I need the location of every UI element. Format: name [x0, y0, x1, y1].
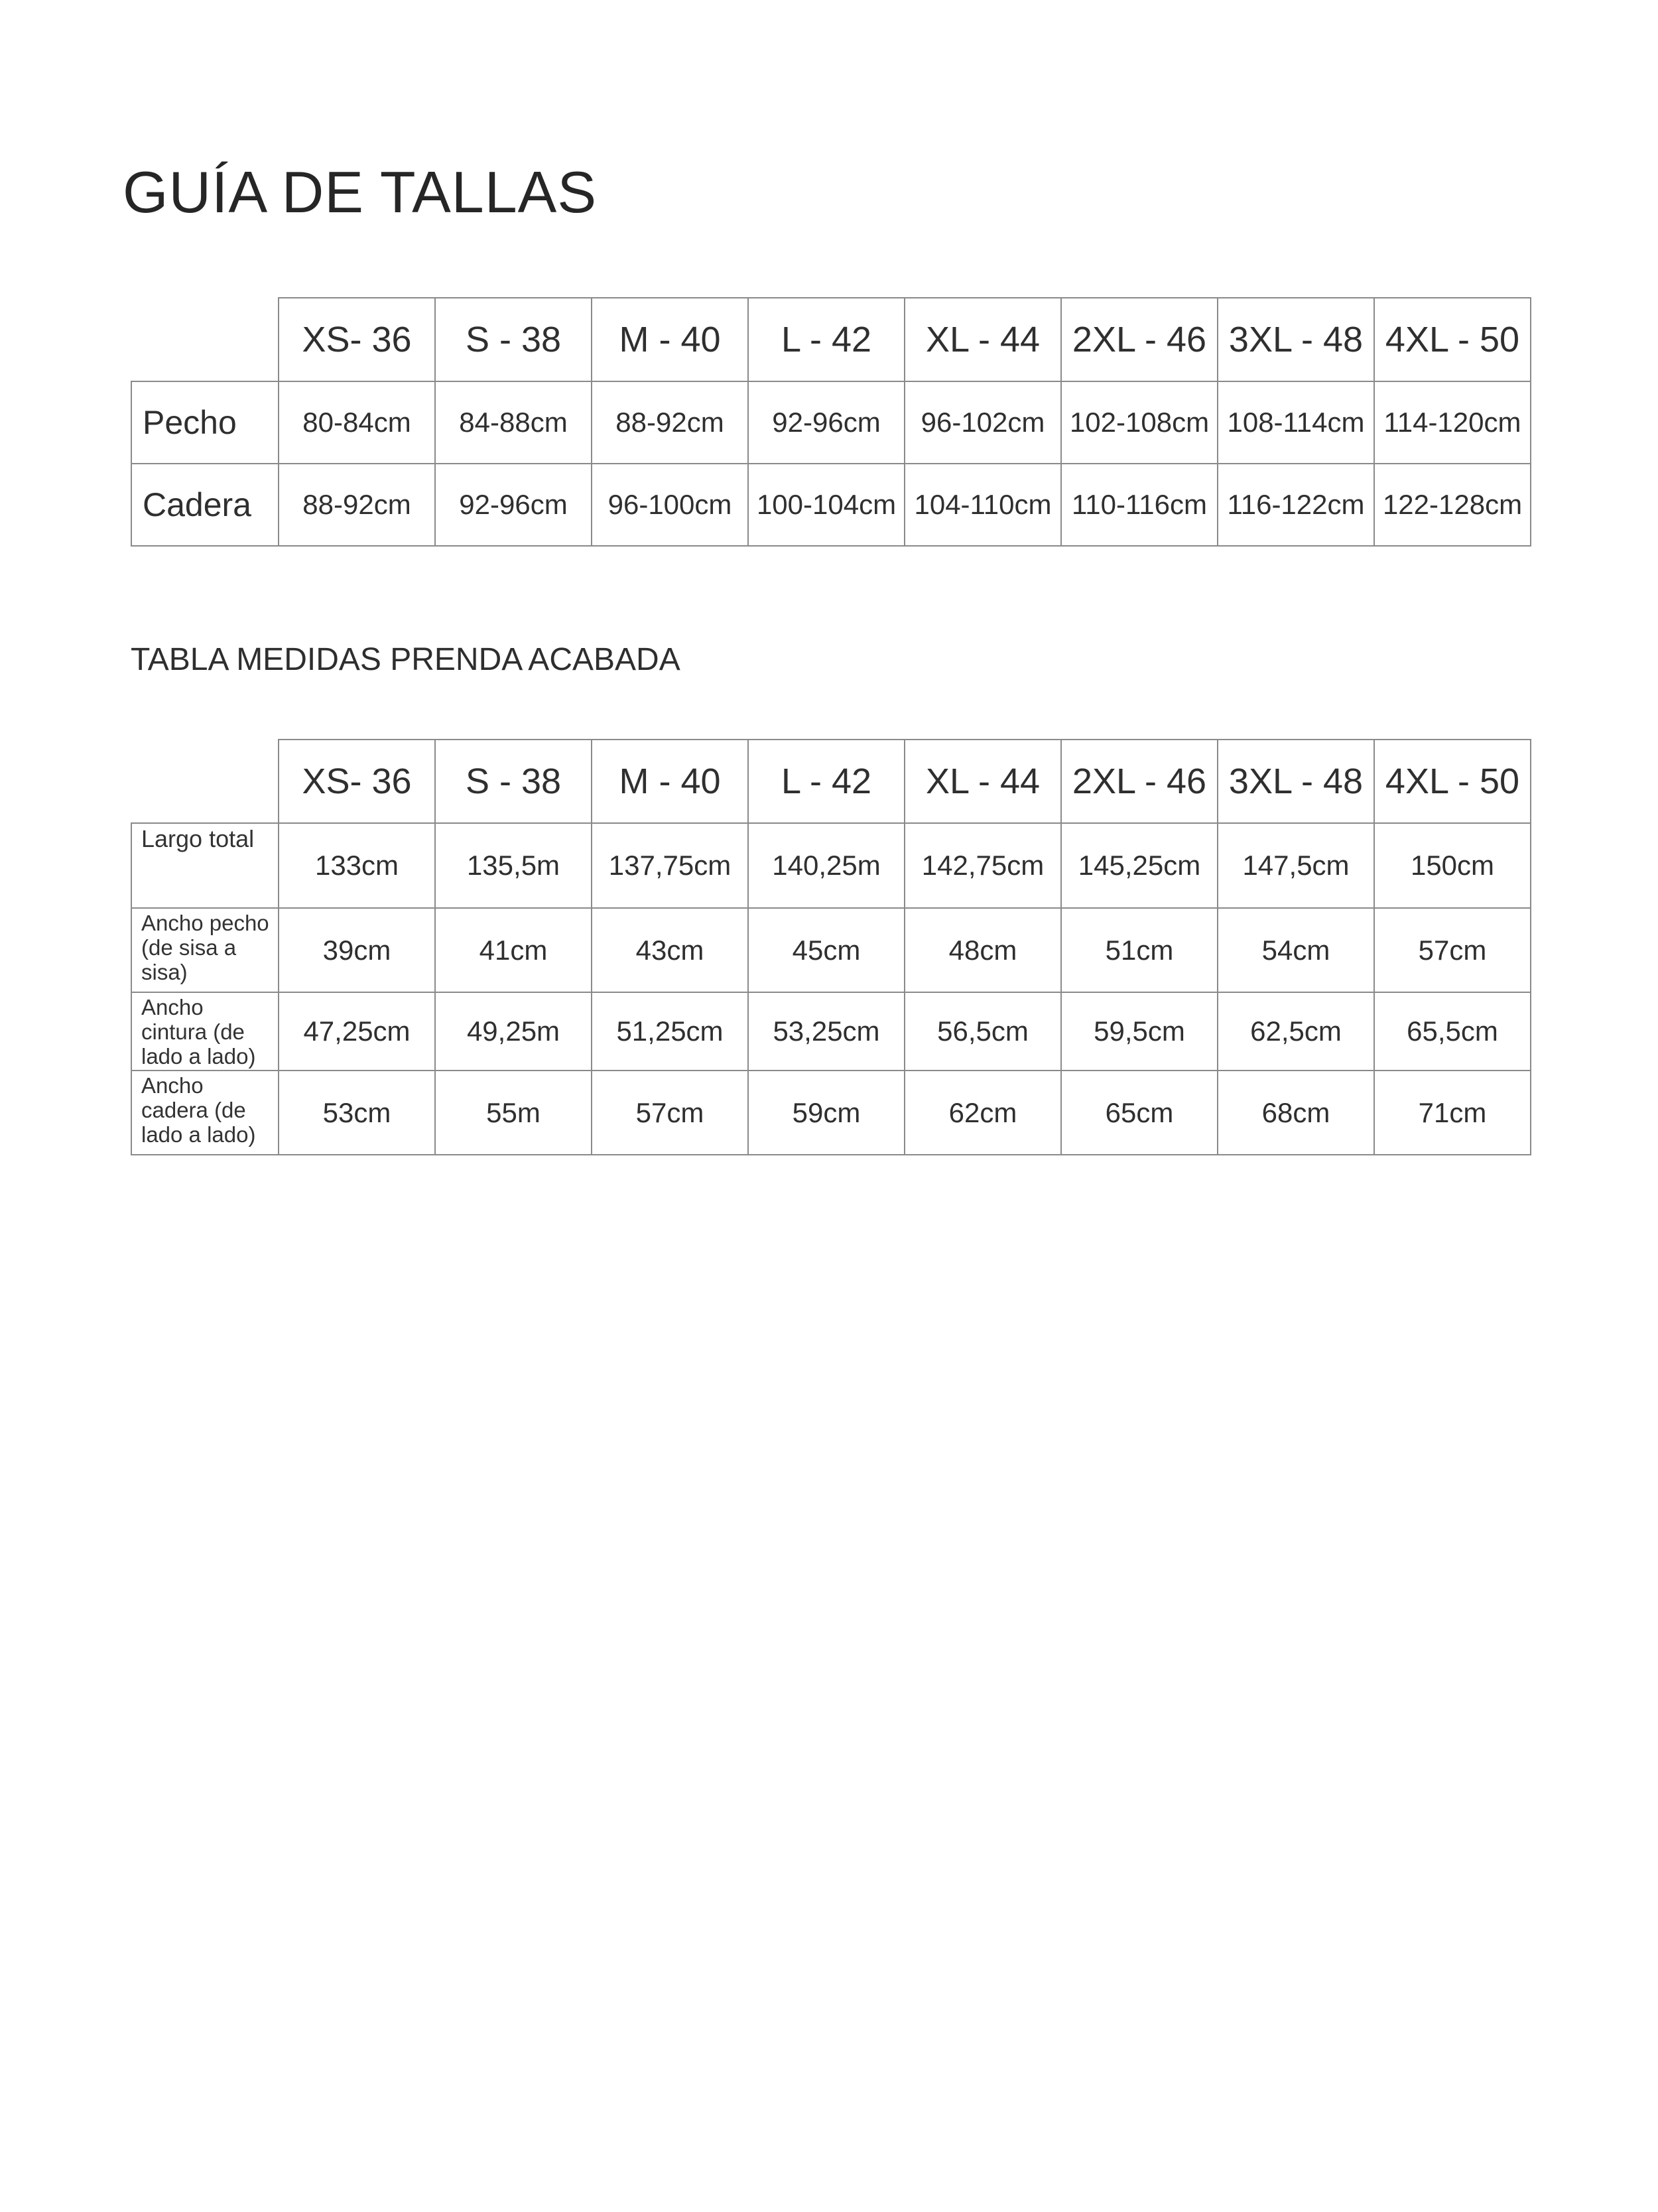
body-size-table [131, 297, 1531, 547]
table-cell: 92-96cm [435, 464, 592, 546]
table-cell: 135,5m [435, 823, 592, 908]
row-label: Ancho pecho (de sisa a sisa) [131, 908, 279, 992]
size-header: 3XL - 48 [1218, 740, 1374, 823]
row-label: Largo total [131, 823, 279, 908]
table-cell: 88-92cm [592, 381, 748, 464]
section-title: TABLA MEDIDAS PRENDA ACABADA [131, 642, 680, 677]
table-cell: 62cm [905, 1071, 1061, 1155]
table-row [131, 823, 1531, 908]
row-label: Pecho [131, 381, 279, 464]
table-cell: 47,25cm [279, 992, 435, 1071]
row-label: Ancho cintura (de lado a lado) [131, 992, 279, 1071]
table-cell: 137,75cm [592, 823, 748, 908]
table-cell: 62,5cm [1218, 992, 1374, 1071]
size-header: 4XL - 50 [1374, 298, 1531, 381]
table-cell: 96-102cm [905, 381, 1061, 464]
table-cell: 88-92cm [279, 464, 435, 546]
size-header: S - 38 [435, 740, 592, 823]
table-cell: 45cm [748, 908, 905, 992]
table-row [131, 992, 1531, 1071]
table-cell: 59cm [748, 1071, 905, 1155]
table-cell: 140,25m [748, 823, 905, 908]
table-cell: 133cm [279, 823, 435, 908]
table-cell: 71cm [1374, 1071, 1531, 1155]
table-cell: 49,25m [435, 992, 592, 1071]
table-cell: 84-88cm [435, 381, 592, 464]
table-cell: 48cm [905, 908, 1061, 992]
row-label: Ancho cadera (de lado a lado) [131, 1071, 279, 1155]
size-header: XS- 36 [279, 740, 435, 823]
table-row [131, 1071, 1531, 1155]
table-cell: 145,25cm [1061, 823, 1218, 908]
size-header: S - 38 [435, 298, 592, 381]
table-cell: 54cm [1218, 908, 1374, 992]
size-header: XL - 44 [905, 298, 1061, 381]
table-cell: 55m [435, 1071, 592, 1155]
table-cell: 56,5cm [905, 992, 1061, 1071]
page-title: GUÍA DE TALLAS [123, 159, 598, 225]
size-header: M - 40 [592, 740, 748, 823]
table-cell: 39cm [279, 908, 435, 992]
size-header: L - 42 [748, 740, 905, 823]
table-cell: 51cm [1061, 908, 1218, 992]
table-row [131, 381, 1531, 464]
table-cell: 150cm [1374, 823, 1531, 908]
table-cell: 96-100cm [592, 464, 748, 546]
size-header: XS- 36 [279, 298, 435, 381]
table-cell: 65,5cm [1374, 992, 1531, 1071]
table-cell: 53cm [279, 1071, 435, 1155]
row-label: Cadera [131, 464, 279, 546]
table-cell: 57cm [1374, 908, 1531, 992]
size-header: L - 42 [748, 298, 905, 381]
size-header: 3XL - 48 [1218, 298, 1374, 381]
table-cell: 116-122cm [1218, 464, 1374, 546]
table-cell: 142,75cm [905, 823, 1061, 908]
table-row [131, 464, 1531, 546]
table-cell: 43cm [592, 908, 748, 992]
corner-cell [131, 740, 279, 823]
size-header: XL - 44 [905, 740, 1061, 823]
table-cell: 92-96cm [748, 381, 905, 464]
table-cell: 53,25cm [748, 992, 905, 1071]
garment-measurements-table [131, 739, 1531, 1155]
size-header: 2XL - 46 [1061, 740, 1218, 823]
table-cell: 104-110cm [905, 464, 1061, 546]
corner-cell [131, 298, 279, 381]
table-cell: 147,5cm [1218, 823, 1374, 908]
table-cell: 114-120cm [1374, 381, 1531, 464]
table-cell: 102-108cm [1061, 381, 1218, 464]
table-cell: 100-104cm [748, 464, 905, 546]
table-cell: 122-128cm [1374, 464, 1531, 546]
table-cell: 51,25cm [592, 992, 748, 1071]
table-cell: 65cm [1061, 1071, 1218, 1155]
table-cell: 80-84cm [279, 381, 435, 464]
table-cell: 110-116cm [1061, 464, 1218, 546]
size-header-row [131, 298, 1531, 381]
size-header: 4XL - 50 [1374, 740, 1531, 823]
size-header: 2XL - 46 [1061, 298, 1218, 381]
size-header: M - 40 [592, 298, 748, 381]
table-cell: 57cm [592, 1071, 748, 1155]
size-header-row [131, 740, 1531, 823]
table-cell: 108-114cm [1218, 381, 1374, 464]
table-row [131, 908, 1531, 992]
table-cell: 59,5cm [1061, 992, 1218, 1071]
table-cell: 41cm [435, 908, 592, 992]
table-cell: 68cm [1218, 1071, 1374, 1155]
